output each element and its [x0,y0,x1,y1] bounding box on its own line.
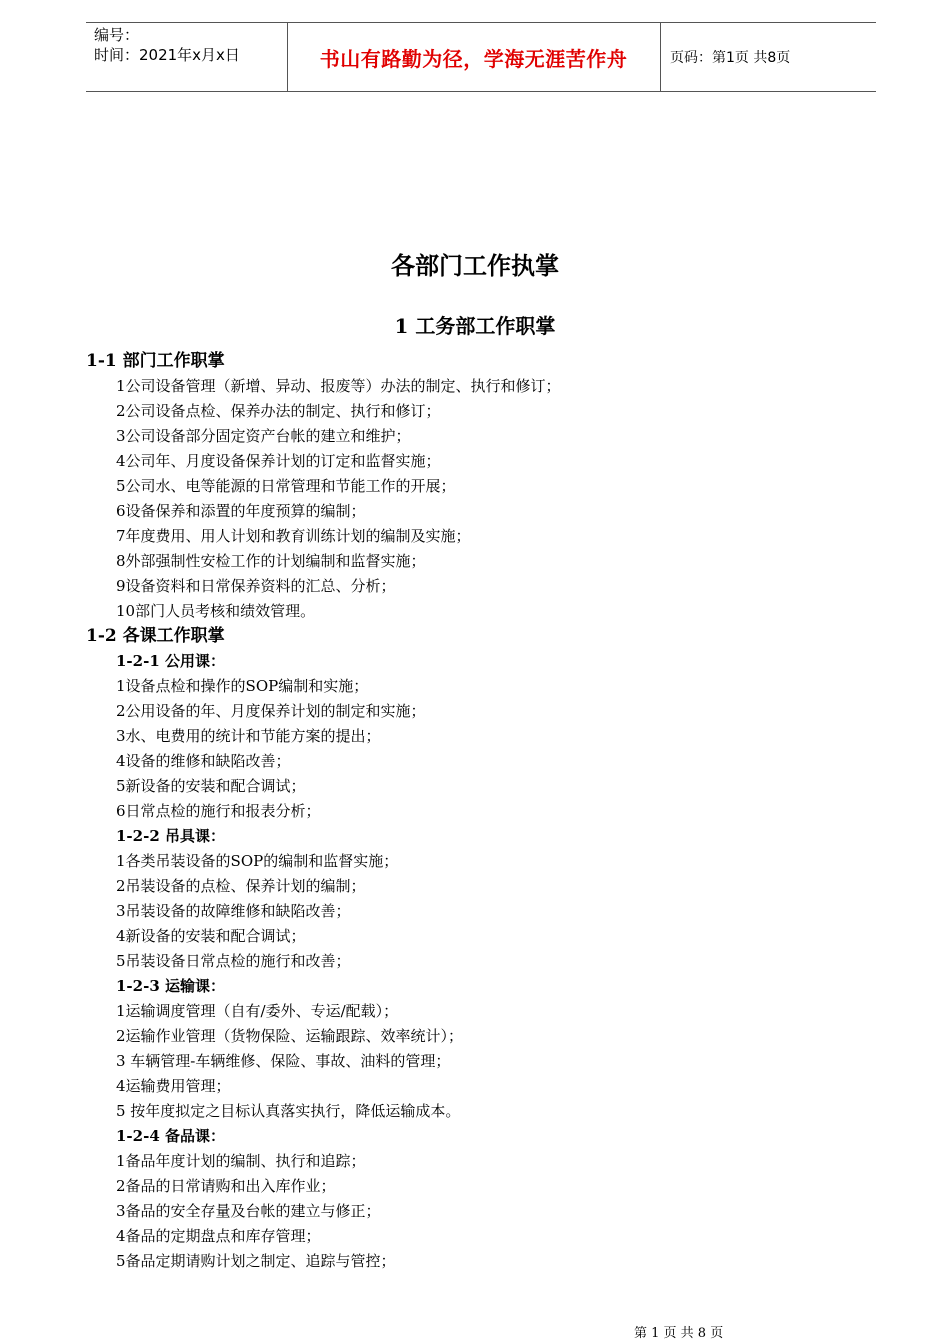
list-item: 6设备保养和添置的年度预算的编制； [116,502,366,520]
list-item: 2备品的日常请购和出入库作业； [116,1177,336,1195]
list-item: 5新设备的安装和配合调试； [116,777,306,795]
section-heading: 1-1 部门工作职掌 [86,351,225,371]
list-item: 5吊装设备日常点检的施行和改善； [116,952,351,970]
header-motto: 书山有路勤为径，学海无涯苦作舟 [319,46,628,71]
subsection-heading: 1-2-4 备品课： [116,1127,225,1145]
list-item: 2吊装设备的点检、保养计划的编制； [116,877,366,895]
list-item: 10部门人员考核和绩效管理。 [116,602,316,620]
list-item: 7年度费用、用人计划和教育训练计划的编制及实施； [116,527,471,545]
header-page-label: 页码：第1页 共8页 [670,50,791,66]
list-item: 3备品的安全存量及台帐的建立与修正； [116,1202,381,1220]
document-body [86,349,886,1274]
list-item: 1设备点检和操作的SOP编制和实施； [116,677,369,695]
document-title: 各部门工作执掌 [391,251,559,280]
list-item: 5 按年度拟定之目标认真落实执行，降低运输成本。 [116,1102,461,1120]
list-item: 3公司设备部分固定资产台帐的建立和维护； [116,427,411,445]
list-item: 4设备的维修和缺陷改善； [116,752,291,770]
list-item: 5公司水、电等能源的日常管理和节能工作的开展； [116,477,456,495]
list-item: 5备品定期请购计划之制定、追踪与管控； [116,1252,396,1270]
section-heading: 1-2 各课工作职掌 [86,626,225,646]
header-motto-cell [287,23,661,91]
list-item: 3 车辆管理-车辆维修、保险、事故、油料的管理； [116,1052,451,1070]
list-item: 4运输费用管理； [116,1077,231,1095]
page-header [86,22,876,92]
list-item: 1各类吊装设备的SOP的编制和监督实施； [116,852,399,870]
list-item: 1公司设备管理（新增、异动、报废等）办法的制定、执行和修订； [116,377,561,395]
list-item: 1运输调度管理（自有/委外、专运/配载）； [116,1002,399,1020]
list-item: 6日常点检的施行和报表分析； [116,802,321,820]
list-item: 2公司设备点检、保养办法的制定、执行和修订； [116,402,441,420]
document-subtitle: 1 工务部工作职掌 [394,314,556,338]
document-number-label: 编号： [94,26,140,44]
header-info-cell [86,23,288,91]
list-item: 2运输作业管理（货物保险、运输跟踪、效率统计）； [116,1027,464,1045]
list-item: 1备品年度计划的编制、执行和追踪； [116,1152,366,1170]
header-page-cell [661,23,876,91]
subsection-heading: 1-2-2 吊具课： [116,827,225,845]
page-footer: 第 1 页 共 8 页 [634,1326,724,1341]
subsection-heading: 1-2-3 运输课： [116,977,225,995]
list-item: 4新设备的安装和配合调试； [116,927,306,945]
document-time-label: 时间：2021年x月x日 [94,46,240,64]
list-item: 8外部强制性安检工作的计划编制和监督实施； [116,552,426,570]
list-item: 4公司年、月度设备保养计划的订定和监督实施； [116,452,441,470]
list-item: 3水、电费用的统计和节能方案的提出； [116,727,381,745]
list-item: 3吊装设备的故障维修和缺陷改善； [116,902,351,920]
list-item: 2公用设备的年、月度保养计划的制定和实施； [116,702,426,720]
list-item: 9设备资料和日常保养资料的汇总、分析； [116,577,396,595]
list-item: 4备品的定期盘点和库存管理； [116,1227,321,1245]
subsection-heading: 1-2-1 公用课： [116,652,225,670]
